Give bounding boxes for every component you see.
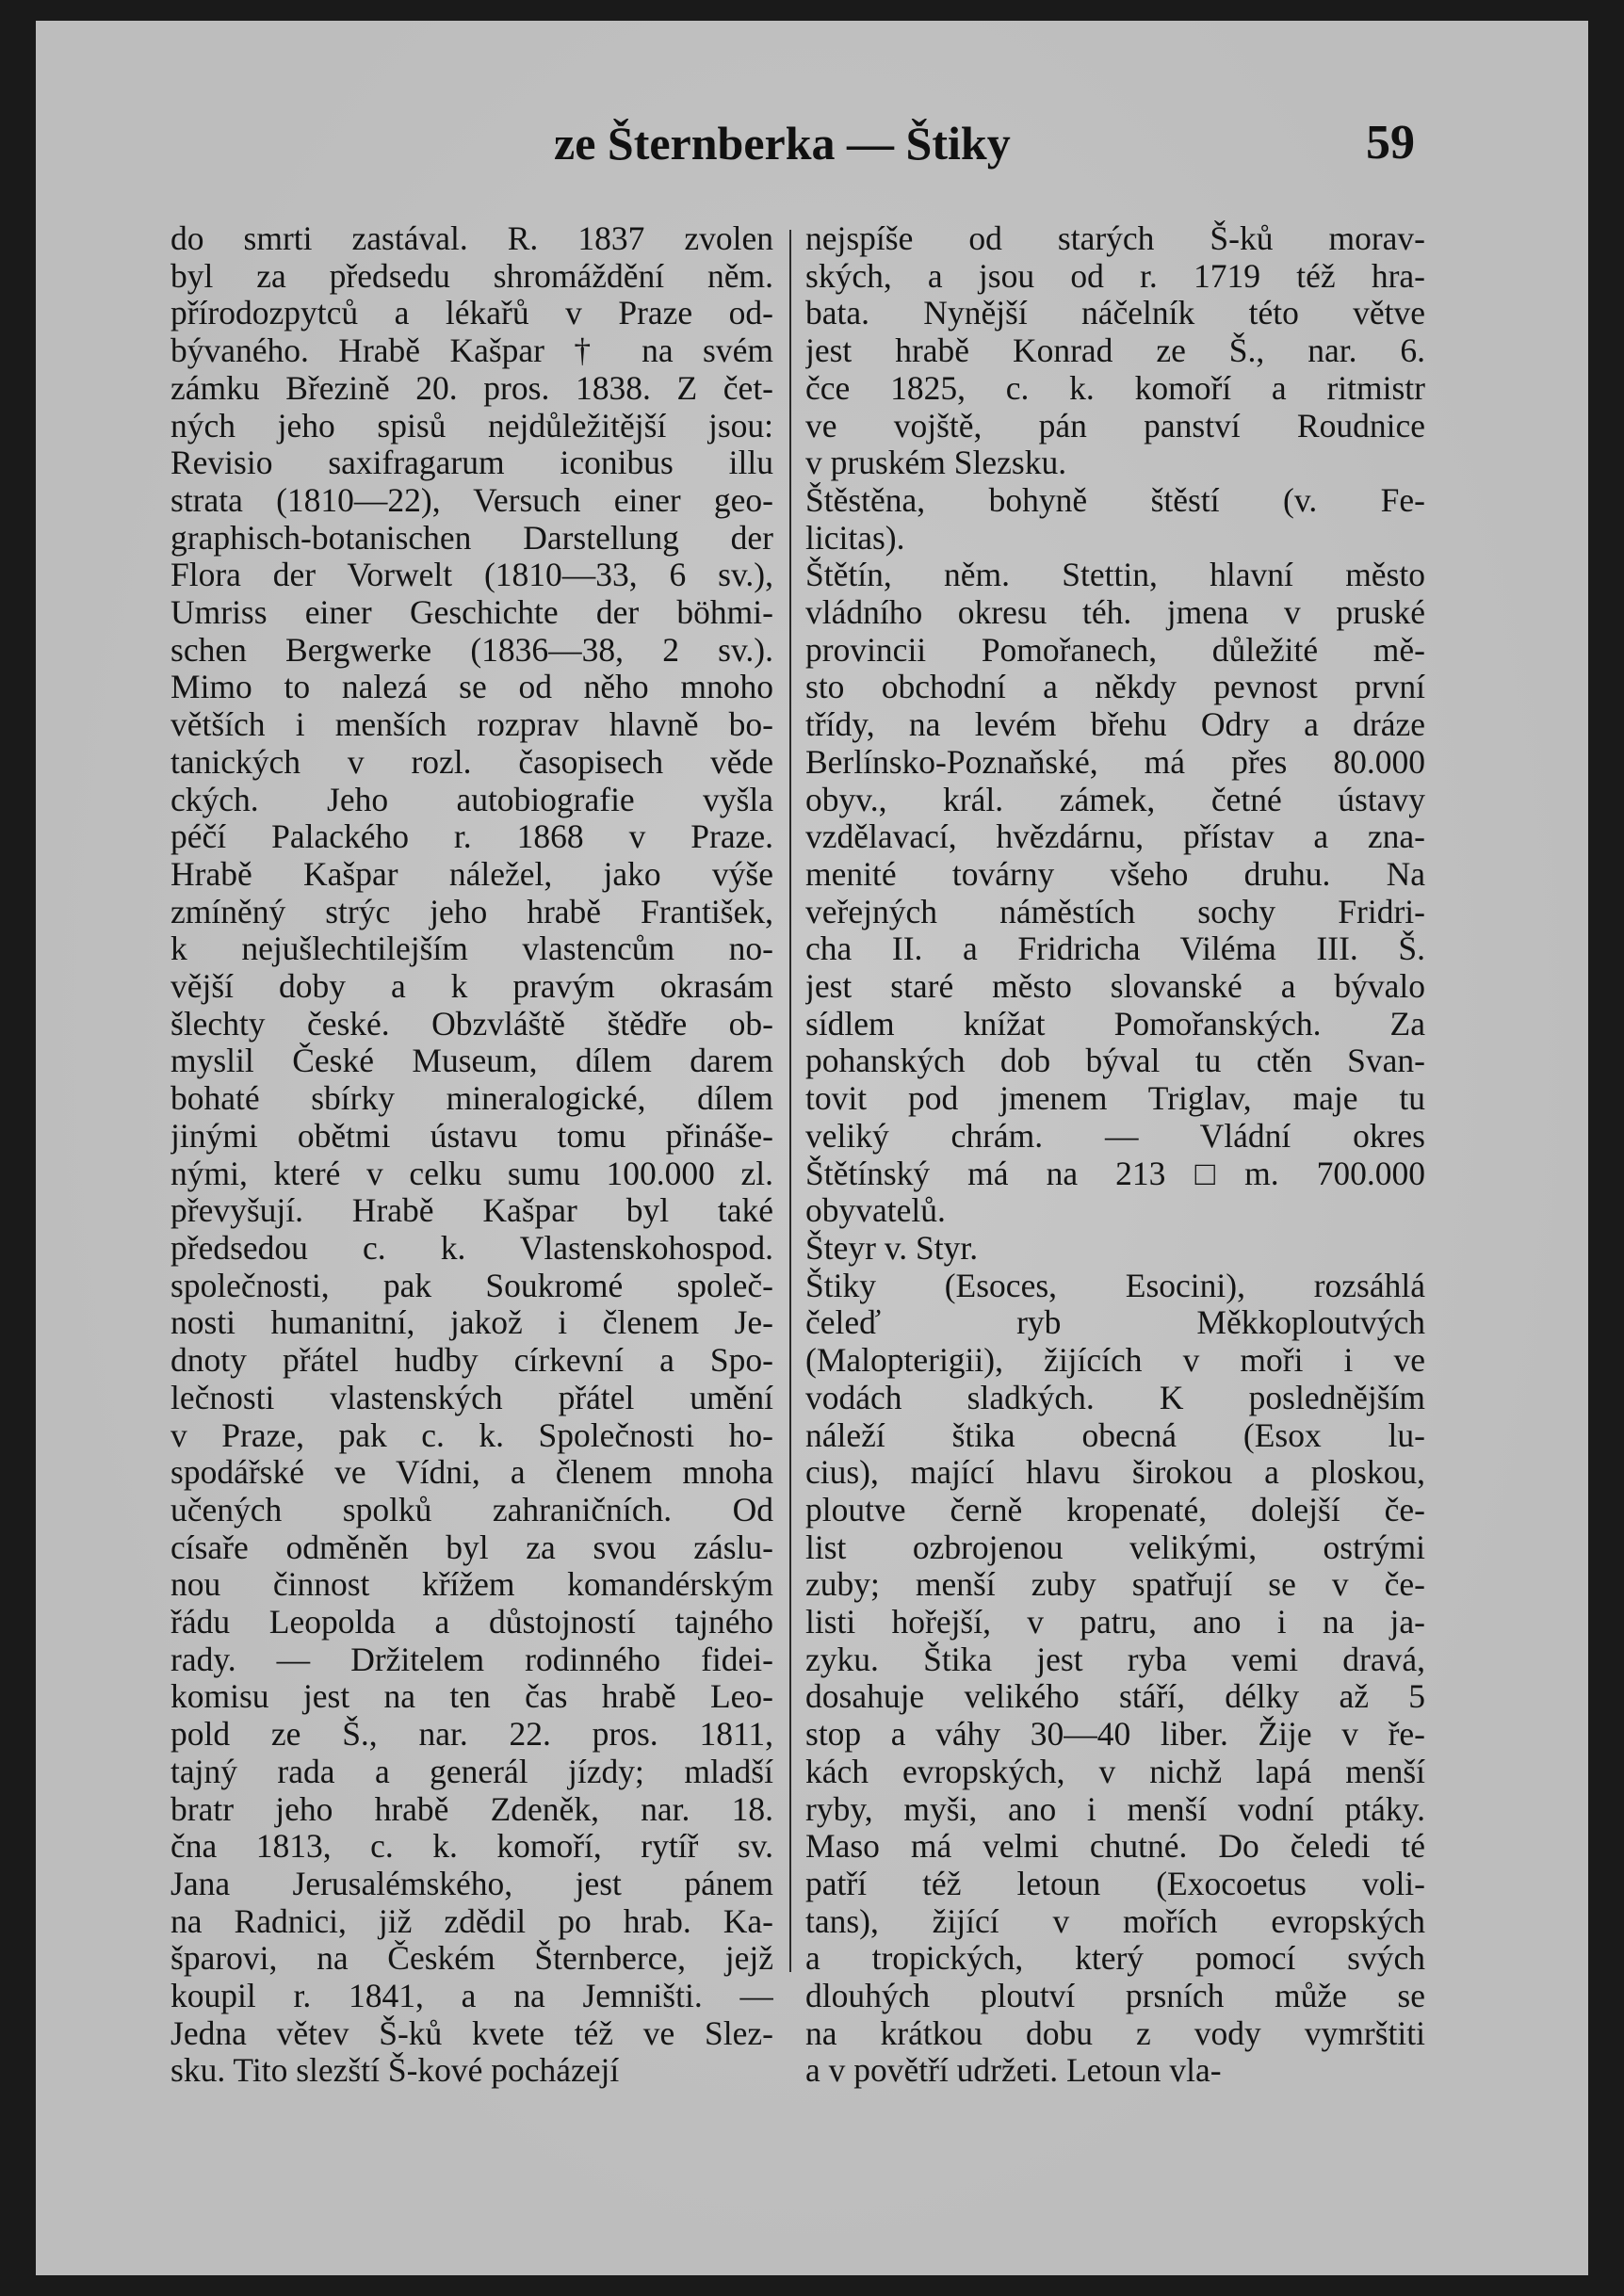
text-line: čeleď ryb Měkkoploutvých (805, 1304, 1425, 1342)
text-line: v pruském Slezsku. (805, 445, 1067, 482)
text-line: obyvatelů. (805, 1192, 946, 1230)
text-line: bratr jeho hrabě Zdeněk, nar. 18. (171, 1790, 773, 1828)
text-line: Umriss einer Geschichte der böhmi- (171, 594, 773, 632)
text-line: třídy, na levém břehu Odry a dráze (805, 706, 1425, 744)
text-line: zmíněný strýc jeho hrabě František, (171, 893, 773, 930)
text-line: provincii Pomořanech, důležité mě- (805, 631, 1425, 669)
text-line: ve vojště, pán panství Roudnice (805, 407, 1425, 445)
text-line: převyšují. Hrabě Kašpar byl také (171, 1192, 773, 1230)
text-line: pohanských dob býval tu ctěn Svan- (805, 1043, 1425, 1080)
book-page (36, 21, 1588, 2275)
page-header (36, 110, 1588, 176)
text-line: Flora der Vorwelt (1810—33, 6 sv.), (171, 557, 773, 594)
text-line: ných jeho spisů nejdůležitější jsou: (171, 407, 773, 445)
text-line: Berlínsko-Poznaňské, má přes 80.000 (805, 743, 1425, 781)
text-line: nejspíše od starých Š-ků morav- (805, 220, 1425, 257)
text-line: do smrti zastával. R. 1837 zvolen (171, 220, 773, 257)
text-line: na krátkou dobu z vody vymrštiti (805, 2014, 1425, 2052)
text-line: listi hořejší, v patru, ano i na ja- (805, 1604, 1425, 1641)
text-line: rady. — Držitelem rodinného fidei- (171, 1641, 773, 1678)
left-text-column (171, 220, 773, 2090)
text-line: Mimo to nalezá se od něho mnoho (171, 669, 773, 706)
text-line: řádu Leopolda a důstojností tajného (171, 1604, 773, 1641)
text-line: Štiky (Esoces, Esocini), rozsáhlá (805, 1267, 1425, 1304)
text-line: spodářské ve Vídni, a členem mnoha (171, 1454, 773, 1492)
text-line: společnosti, pak Soukromé společ- (171, 1267, 773, 1304)
text-line: schen Bergwerke (1836—38, 2 sv.). (171, 631, 773, 669)
text-line: stop a váhy 30—40 liber. Žije v ře- (805, 1716, 1425, 1754)
text-line: k nejušlechtilejším vlastencům no- (171, 930, 773, 968)
text-line: graphisch-botanischen Darstellung der (171, 519, 773, 557)
text-line: nou činnost křížem komandérským (171, 1566, 773, 1604)
text-line: na Radnici, již zdědil po hrab. Ka- (171, 1902, 773, 1940)
text-line: jinými obětmi ústavu tomu přináše- (171, 1117, 773, 1155)
text-line: bata. Nynější náčelník této větve (805, 295, 1425, 332)
text-line: Revisio saxifragarum iconibus illu (171, 445, 773, 482)
text-line: patří též letoun (Exocoetus voli- (805, 1865, 1425, 1902)
text-line: Štětín, něm. Stettin, hlavní město (805, 557, 1425, 594)
text-line: nosti humanitní, jakož i členem Je- (171, 1304, 773, 1342)
text-line: péčí Palackého r. 1868 v Praze. (171, 818, 773, 856)
text-line: jest staré město slovanské a bývalo (805, 968, 1425, 1006)
text-line: licitas). (805, 519, 905, 557)
text-line: sídlem knížat Pomořanských. Za (805, 1005, 1425, 1043)
text-line: zyku. Štika jest ryba vemi dravá, (805, 1641, 1425, 1678)
text-line: vzdělavací, hvězdárnu, přístav a zna- (805, 818, 1425, 856)
text-line: čna 1813, c. k. komoří, rytíř sv. (171, 1828, 773, 1866)
right-text-column (805, 220, 1425, 2090)
text-line: náleží štika obecná (Esox lu- (805, 1416, 1425, 1454)
text-line: dlouhých ploutví prsních může se (805, 1978, 1425, 2015)
text-line: Maso má velmi chutné. Do čeledi té (805, 1828, 1425, 1866)
text-line: předsedou c. k. Vlastenskohospod. (171, 1229, 773, 1267)
text-line: tans), žijící v mořích evropských (805, 1902, 1425, 1940)
text-line: vládního okresu téh. jmena v pruské (805, 594, 1425, 632)
text-line: vější doby a k pravým okrasám (171, 968, 773, 1006)
text-line: učených spolků zahraničních. Od (171, 1491, 773, 1528)
text-line: komisu jest na ten čas hrabě Leo- (171, 1678, 773, 1716)
text-line: bývaného. Hrabě Kašpar † na svém (171, 332, 773, 370)
text-line: list ozbrojenou velikými, ostrými (805, 1528, 1425, 1566)
text-line: Hrabě Kašpar náležel, jako výše (171, 855, 773, 893)
text-line: lečnosti vlastenských přátel umění (171, 1379, 773, 1416)
text-line: tajný rada a generál jízdy; mladší (171, 1753, 773, 1790)
text-line: koupil r. 1841, a na Jemništi. — (171, 1978, 773, 2015)
text-line: dnoty přátel hudby církevní a Spo- (171, 1342, 773, 1380)
text-line: myslil České Museum, dílem darem (171, 1043, 773, 1080)
running-title: ze Šternberka — Štiky (554, 117, 1011, 170)
text-line: a v povětří udržeti. Letoun vla- (805, 2052, 1222, 2090)
text-line: tovit pod jmenem Triglav, maje tu (805, 1080, 1425, 1118)
text-line: dosahuje velikého stáří, délky až 5 (805, 1678, 1425, 1716)
text-line: cius), mající hlavu širokou a ploskou, (805, 1454, 1425, 1492)
text-line: zuby; menší zuby spatřují se v če- (805, 1566, 1425, 1604)
text-line: veřejných náměstích sochy Fridri- (805, 893, 1425, 930)
text-line: kách evropských, v nichž lapá menší (805, 1753, 1425, 1790)
text-line: císaře odměněn byl za svou záslu- (171, 1528, 773, 1566)
text-line: nými, které v celku sumu 100.000 zl. (171, 1155, 773, 1192)
text-line: sku. Tito slezští Š-kové pocházejí (171, 2052, 620, 2090)
text-line: ploutve černě kropenaté, dolejší če- (805, 1491, 1425, 1528)
text-line: čce 1825, c. k. komoří a ritmistr (805, 369, 1425, 407)
text-line: ských, a jsou od r. 1719 též hra- (805, 257, 1425, 295)
text-line: ckých. Jeho autobiografie vyšla (171, 781, 773, 818)
text-line: a tropických, který pomocí svých (805, 1940, 1425, 1978)
text-line: bohaté sbírky mineralogické, dílem (171, 1080, 773, 1118)
text-line: tanických v rozl. časopisech věde (171, 743, 773, 781)
text-line: Šteyr v. Styr. (805, 1229, 979, 1267)
text-line: vodách sladkých. K poslednějším (805, 1379, 1425, 1416)
text-line: šlechty české. Obzvláště štědře ob- (171, 1005, 773, 1043)
text-line: Štětínský má na 213□m. 700.000 (805, 1155, 1425, 1192)
text-line: byl za předsedu shromáždění něm. (171, 257, 773, 295)
column-divider (789, 230, 791, 1972)
text-line: jest hrabě Konrad ze Š., nar. 6. (805, 332, 1425, 370)
text-line: Jedna větev Š-ků kvete též ve Slez- (171, 2014, 773, 2052)
text-line: šparovi, na Českém Šternberce, jejž (171, 1940, 773, 1978)
text-line: v Praze, pak c. k. Společnosti ho- (171, 1416, 773, 1454)
text-line: obyv., král. zámek, četné ústavy (805, 781, 1425, 818)
text-line: přírodozpytců a lékařů v Praze od- (171, 295, 773, 332)
text-line: (Malopterigii), žijících v moři i ve (805, 1342, 1425, 1380)
text-line: větších i menších rozprav hlavně bo- (171, 706, 773, 744)
text-line: cha II. a Fridricha Viléma III. Š. (805, 930, 1425, 968)
text-line: Štěstěna, bohyně štěstí (v. Fe- (805, 481, 1425, 519)
text-line: strata (1810—22), Versuch einer geo- (171, 481, 773, 519)
text-line: zámku Březině 20. pros. 1838. Z čet- (171, 369, 773, 407)
text-line: Jana Jerusalémského, jest pánem (171, 1865, 773, 1902)
text-line: menité továrny všeho druhu. Na (805, 855, 1425, 893)
text-line: sto obchodní a někdy pevnost první (805, 669, 1425, 706)
text-line: veliký chrám. — Vládní okres (805, 1117, 1425, 1155)
page-number: 59 (1366, 116, 1415, 170)
text-line: pold ze Š., nar. 22. pros. 1811, (171, 1716, 773, 1754)
text-line: ryby, myši, ano i menší vodní ptáky. (805, 1790, 1425, 1828)
